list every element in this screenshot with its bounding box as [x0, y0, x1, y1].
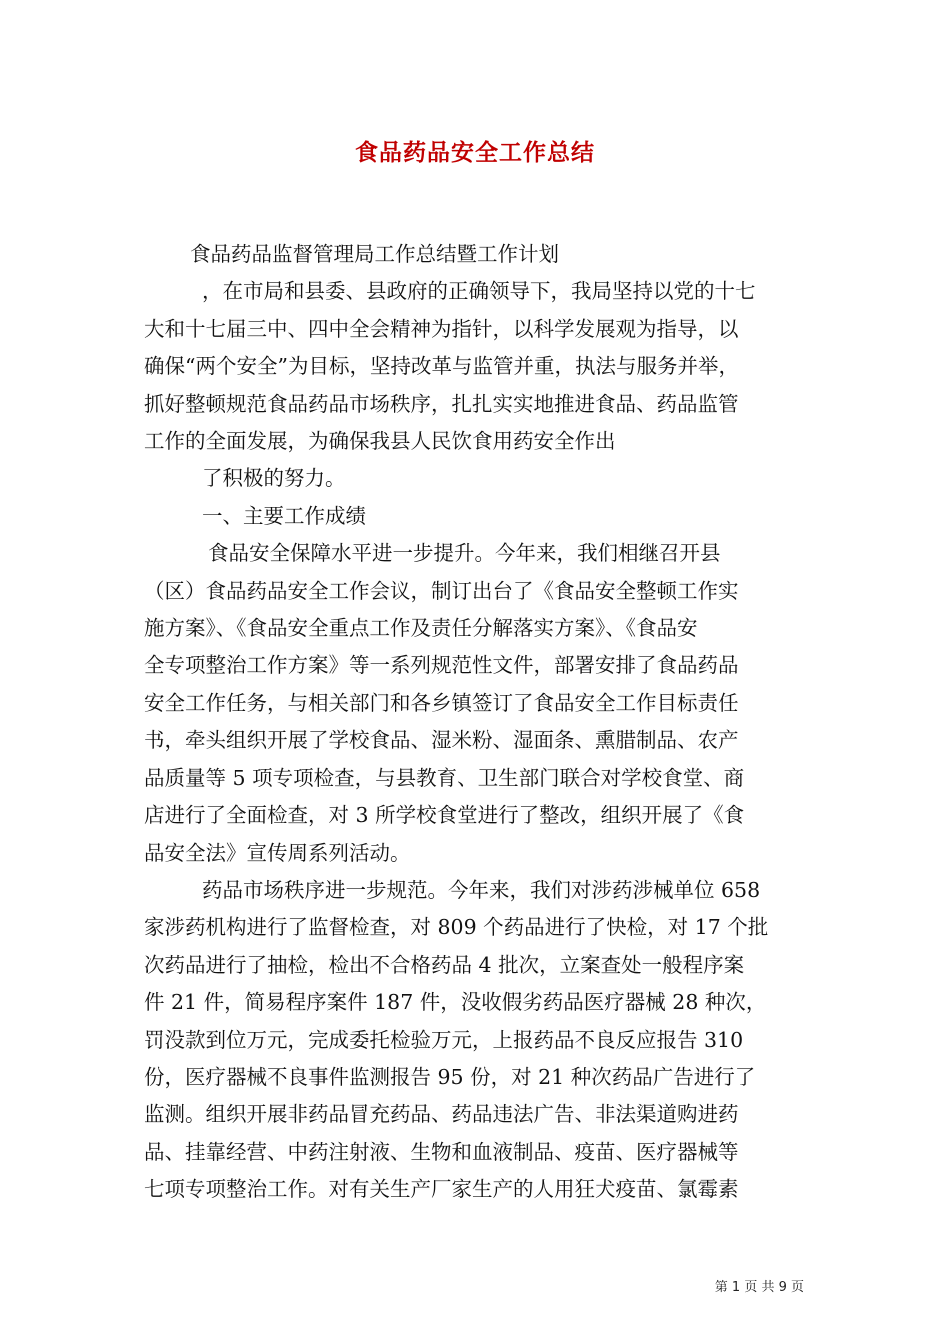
- paragraph-line: 罚没款到位万元，完成委托检验万元，上报药品不良反应报告 310: [144, 1027, 744, 1052]
- paragraph-line: 了积极的努力。: [202, 466, 346, 491]
- paragraph-line: 工作的全面发展，为确保我县人民饮食用药安全作出: [144, 429, 616, 454]
- paragraph-line: 施方案》、《食品安全重点工作及责任分解落实方案》、《食品安: [144, 616, 698, 641]
- paragraph-line: 品质量等 5 项专项检查，与县教育、卫生部门联合对学校食堂、商: [144, 765, 745, 790]
- paragraph-line: 品、挂靠经营、中药注射液、生物和血液制品、疫苗、医疗器械等: [144, 1139, 739, 1164]
- section-heading: 一、主要工作成绩: [202, 503, 366, 528]
- paragraph-line: 监测。组织开展非药品冒充药品、药品违法广告、非法渠道购进药: [144, 1102, 739, 1127]
- paragraph-line: 食品安全保障水平进一步提升。今年来，我们相继召开县: [208, 541, 721, 566]
- page-number: 第 1 页 共 9 页: [714, 1280, 804, 1295]
- paragraph-line: 全专项整治工作方案》等一系列规范性文件，部署安排了食品药品: [144, 653, 739, 678]
- document-title: 食品药品安全工作总结: [355, 139, 595, 166]
- paragraph-line: 家涉药机构进行了监督检查，对 809 个药品进行了快检，对 17 个批: [144, 915, 769, 940]
- subtitle-line: 食品药品监督管理局工作总结暨工作计划: [190, 242, 559, 266]
- document-body: [144, 236, 814, 1209]
- paragraph-line: ，在市局和县委、县政府的正确领导下，我局坚持以党的十七: [202, 279, 756, 304]
- paragraph-line: 件 21 件，简易程序案件 187 件，没收假劣药品医疗器械 28 种次，: [144, 990, 767, 1015]
- paragraph-line: 七项专项整治工作。对有关生产厂家生产的人用狂犬疫苗、氯霉素: [144, 1177, 739, 1202]
- paragraph-line: 安全工作任务，与相关部门和各乡镇签订了食品安全工作目标责任: [144, 690, 739, 715]
- paragraph-line: 大和十七届三中、四中全会精神为指针，以科学发展观为指导，以: [144, 316, 739, 341]
- paragraph-line: 抓好整顿规范食品药品市场秩序，扎扎实实地推进食品、药品监管: [144, 391, 739, 416]
- paragraph-line: 次药品进行了抽检，检出不合格药品 4 批次，立案查处一般程序案: [144, 952, 745, 977]
- paragraph-line: 确保“两个安全”为目标，坚持改革与监管并重，执法与服务并举，: [144, 354, 739, 379]
- paragraph-line: 店进行了全面检查，对 3 所学校食堂进行了整改，组织开展了《食: [144, 803, 745, 828]
- paragraph-line: （区）食品药品安全工作会议，制订出台了《食品安全整顿工作实: [144, 578, 739, 603]
- paragraph-line: 品安全法》宣传周系列活动。: [144, 840, 411, 865]
- paragraph-line: 药品市场秩序进一步规范。今年来，我们对涉药涉械单位 658: [202, 877, 761, 902]
- paragraph-line: 书，牵头组织开展了学校食品、湿米粉、湿面条、熏腊制品、农产: [144, 728, 739, 753]
- paragraph-line: 份，医疗器械不良事件监测报告 95 份，对 21 种次药品广告进行了: [144, 1064, 756, 1089]
